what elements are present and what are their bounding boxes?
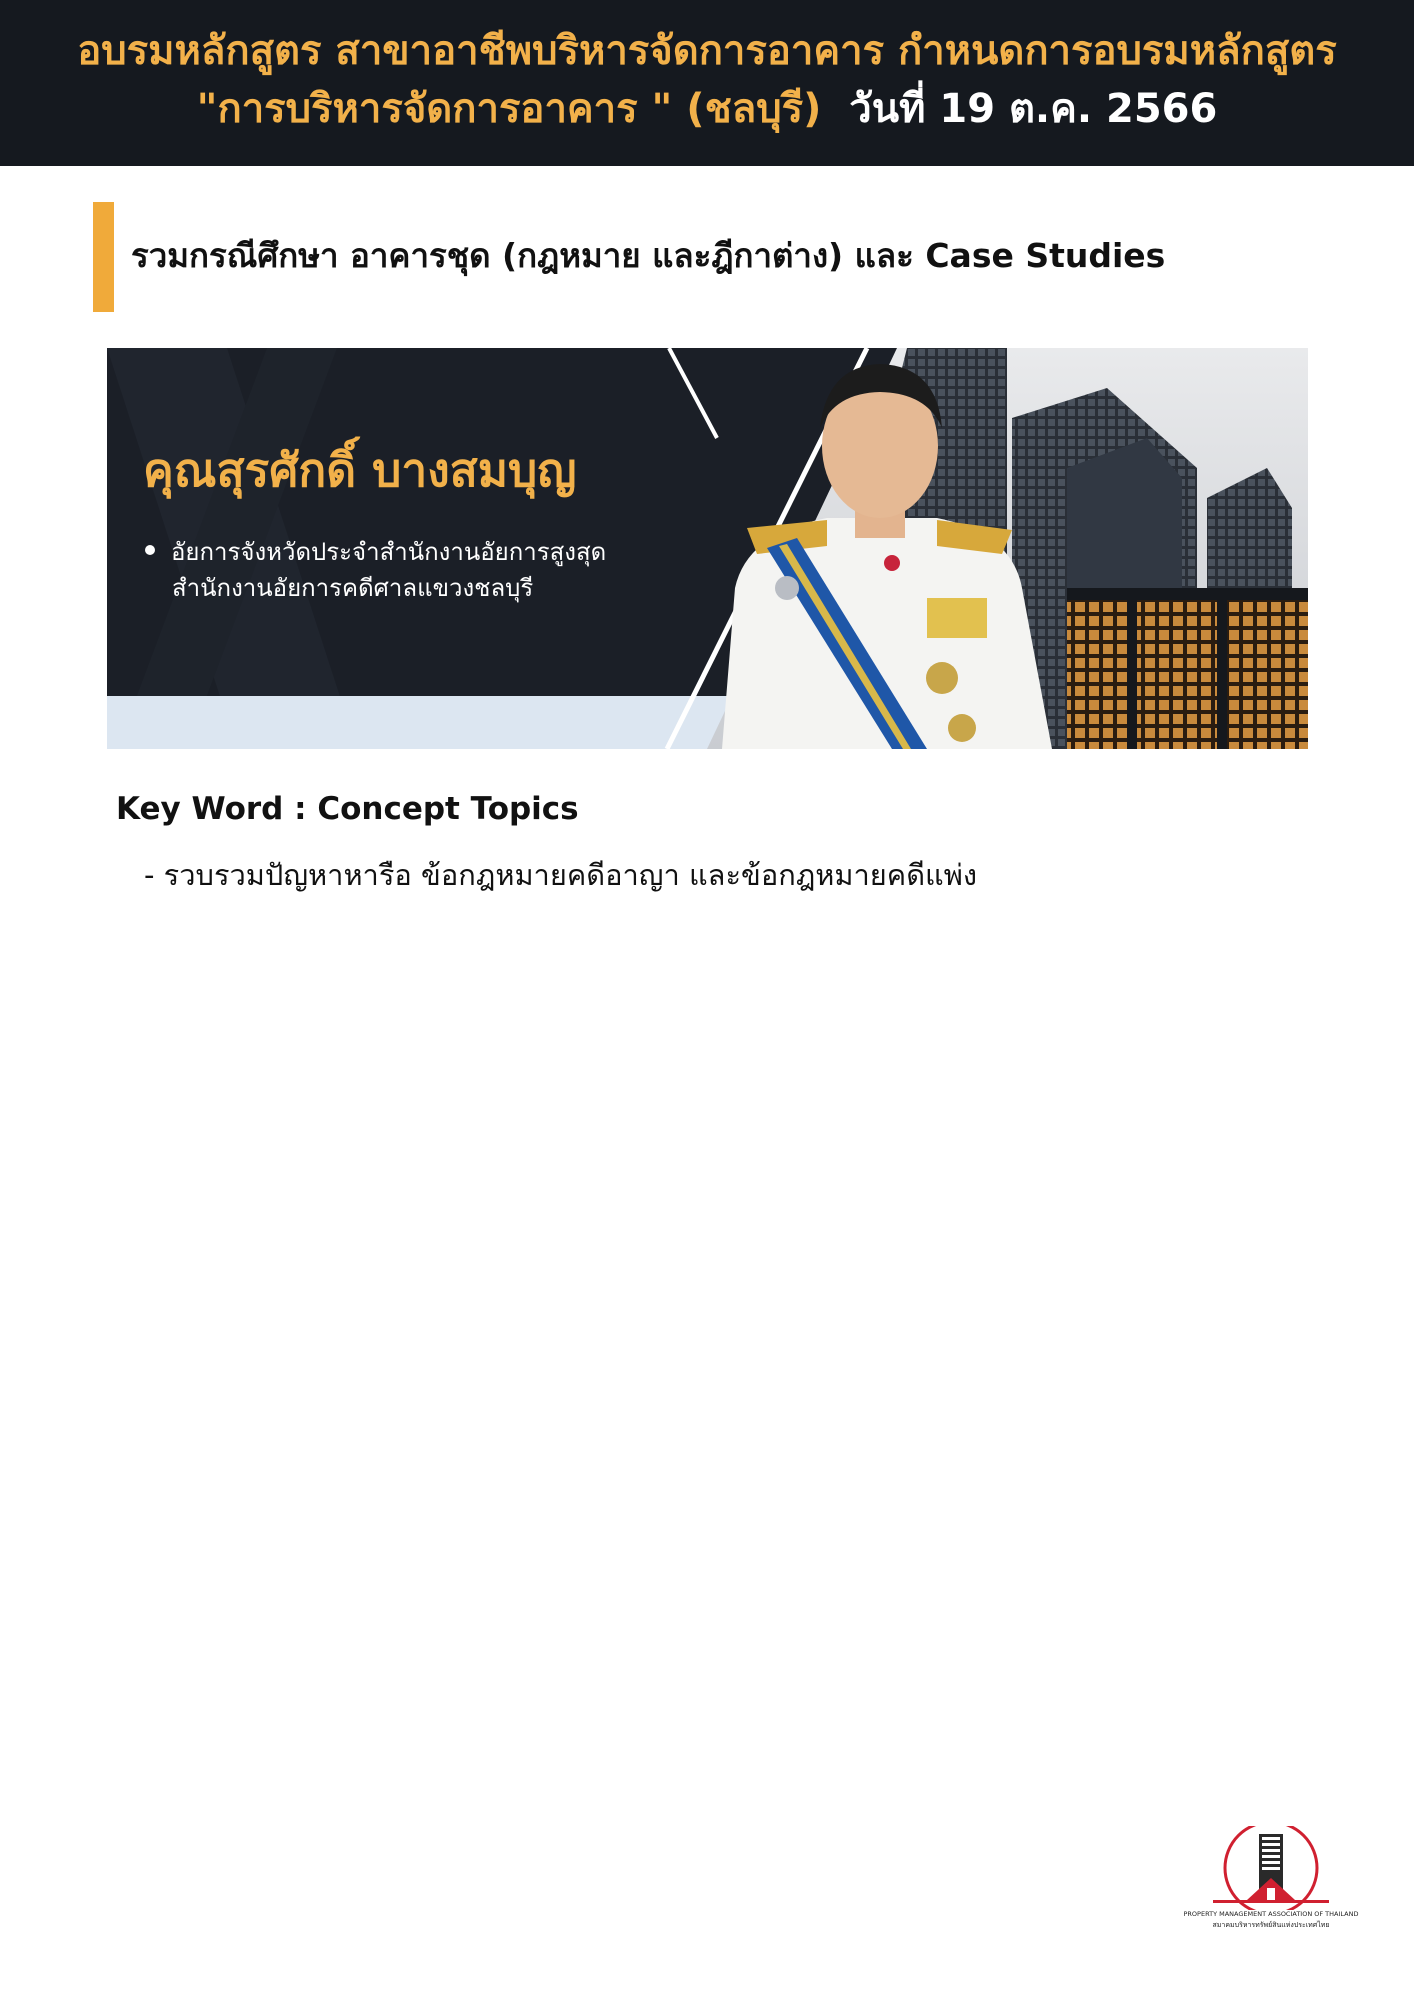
header-date: วันที่ 19 ต.ค. 2566 [849,86,1218,132]
header-title-line1: อบรมหลักสูตร สาขาอาชีพบริหารจัดการอาคาร กำหนดการอบรมหลักสูตร [77,28,1337,74]
logo-name-en: PROPERTY MANAGEMENT ASSOCIATION OF THAILAND [1183,1910,1359,1918]
speaker-role-line2: สำนักงานอัยการคดีศาลแขวงชลบุรี [172,574,534,602]
association-logo [1183,1826,1359,1934]
building-logo-icon [1183,1826,1359,1910]
keywords-title: Key Word : Concept Topics [116,791,579,827]
header-title-line2 [0,80,1414,138]
section-title: รวมกรณีศึกษา อาคารชุด (กฎหมาย และฎีกาต่าง) และ Case Studies [131,236,1166,275]
bullet-icon [145,545,155,555]
logo-name-th: สมาคมบริหารทรัพย์สินแห่งประเทศไทย [1212,1921,1330,1929]
speaker-name: คุณสุรศักดิ์ บางสมบุญ [143,443,577,497]
header-course-name: "การบริหารจัดการอาคาร " (ชลบุรี) [196,86,822,132]
keywords-item: - รวบรวมปัญหาหารือ ข้อกฎหมายคดีอาญา และข้อกฎหมายคดีแพ่ง [144,858,977,892]
speaker-role-line1: อัยการจังหวัดประจำสำนักงานอัยการสูงสุด [171,538,607,566]
page-header [0,0,1414,166]
speaker-banner [107,348,1308,749]
speaker-role [145,534,606,606]
section-accent-bar [93,202,114,312]
